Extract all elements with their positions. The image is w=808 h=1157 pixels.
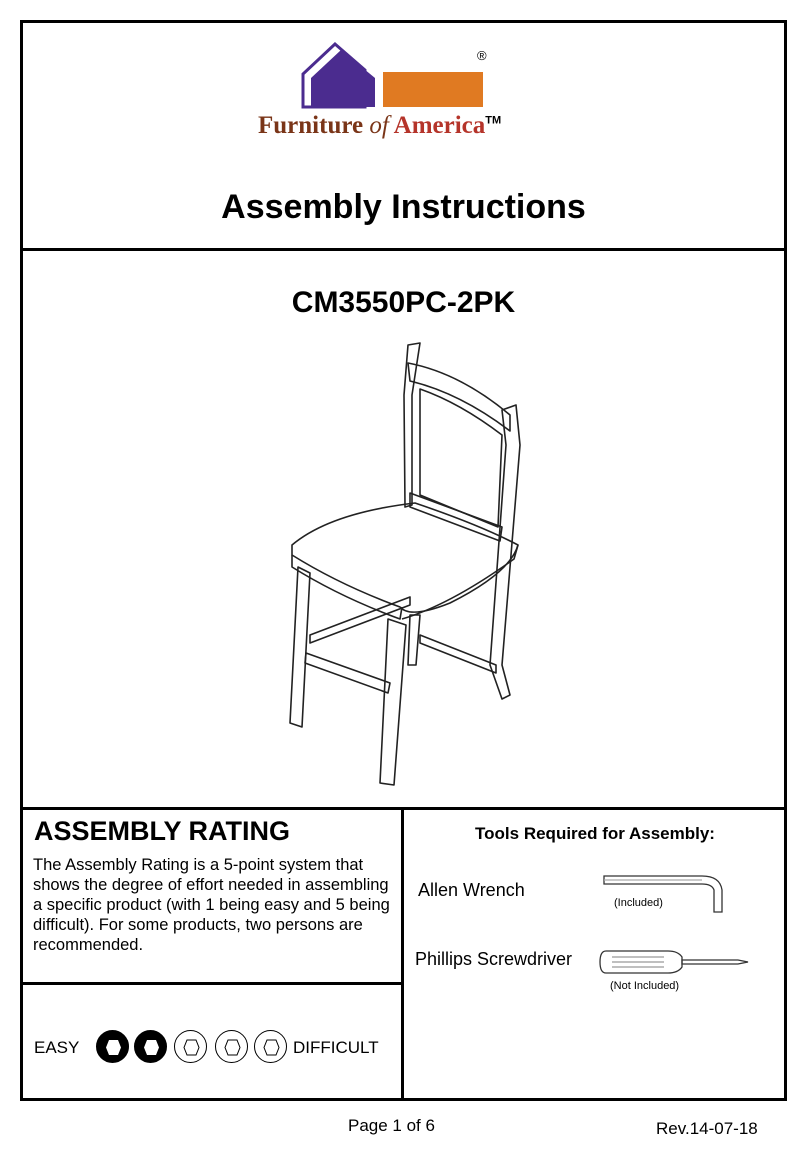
rating-dot-filled [96,1030,129,1063]
tool-name-screwdriver: Phillips Screwdriver [415,949,573,969]
brand-name-last: America [388,112,486,139]
allen-wrench-icon [598,868,738,918]
divider-rating [20,982,403,985]
brand-name-of: of [369,112,389,139]
divider-header [20,248,787,251]
registered-mark: ® [477,48,487,63]
tool-note-screwdriver: (Not Included) [610,980,680,992]
chair-illustration [270,335,540,795]
trademark-mark: TM [485,114,502,127]
tool-note-allen-wrench: (Included) [614,897,663,909]
rating-dot-empty [174,1030,207,1063]
difficult-label: DIFFICULT [293,1038,379,1057]
rating-dot-empty [254,1030,287,1063]
rating-dot-empty [215,1030,248,1063]
rating-heading: ASSEMBLY RATING [34,816,291,846]
brand-name [258,112,558,140]
revision-label: Rev.14-07-18 [656,1119,758,1138]
screwdriver-icon [598,947,758,977]
rating-dot-filled [134,1030,167,1063]
product-model: CM3550PC-2PK [291,286,516,319]
rating-description: The Assembly Rating is a 5-point system that shows the degree of effort needed in assembling a specific product (with 1 being easy and 5 being difficult). For some products, two persons are recommended. [33,856,390,954]
divider-columns [401,807,404,1101]
tool-name-allen-wrench: Allen Wrench [418,880,525,900]
easy-label: EASY [34,1038,80,1057]
tools-heading: Tools Required for Assembly: [475,824,715,843]
page-number: Page 1 of 6 [348,1116,435,1135]
page-title: Assembly Instructions [221,188,586,226]
rating-scale [34,1030,394,1066]
brand-name-first: Furniture [258,112,370,139]
